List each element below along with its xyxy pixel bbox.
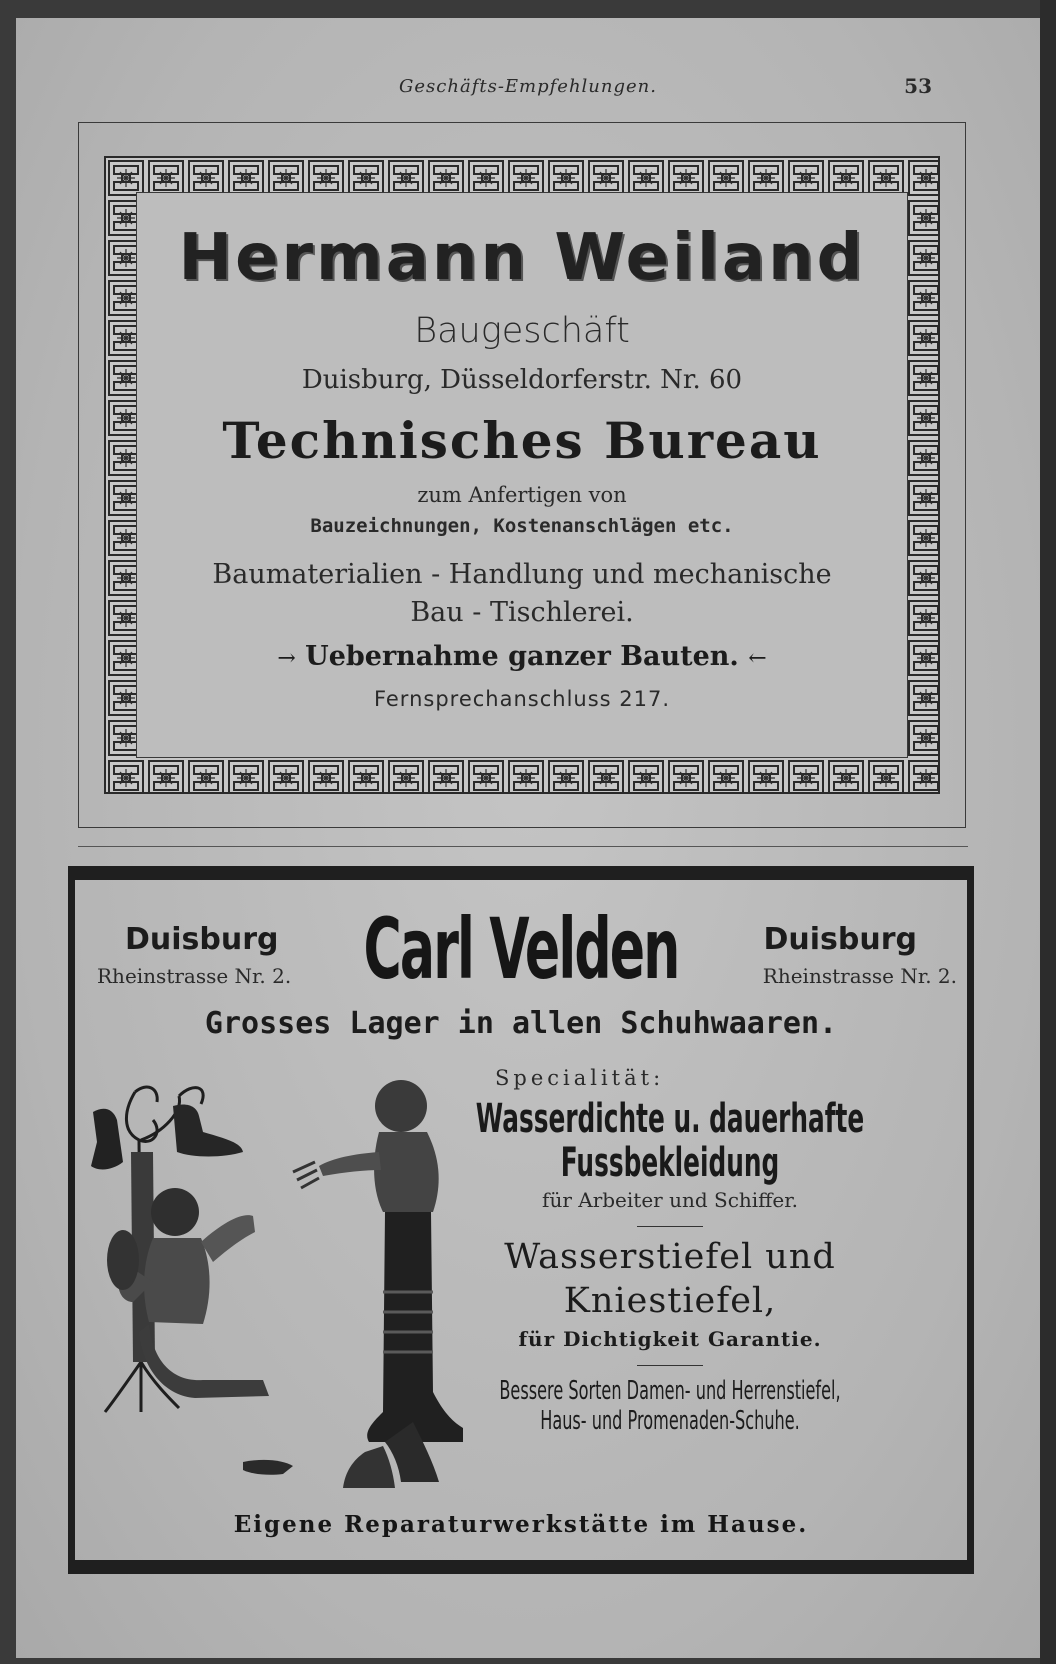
materials-line-1: Baumaterialien - Handlung und mechanische <box>212 559 832 590</box>
boots-and-boys-illustration <box>83 1062 483 1512</box>
materials-line-2: Bau - Tischlerei. <box>410 597 634 628</box>
company-name: Hermann Weiland <box>178 221 866 295</box>
purpose-line-2: Bauzeichnungen, Kostenanschlägen etc. <box>310 515 734 537</box>
stock-line: Grosses Lager in allen Schuhwaaren. <box>204 1006 838 1041</box>
better-line-2: Haus- und Promenaden-Schuhe. <box>540 1406 800 1436</box>
advertisement-hermann-weiland <box>78 122 966 828</box>
advertisement-carl-velden <box>68 866 974 1574</box>
city-left: Duisburg <box>125 922 279 957</box>
phone: Fernsprechanschluss 217. <box>373 687 671 711</box>
boots-line-2: Kniestiefel, <box>563 1281 777 1321</box>
right-column <box>455 1066 885 1436</box>
boy-in-boot <box>319 1080 463 1488</box>
short-rule <box>637 1365 703 1366</box>
divider-rule <box>78 846 968 847</box>
takeover-line <box>137 641 907 672</box>
purpose-line-1: zum Anfertigen von <box>417 483 627 507</box>
boots-line-1: Wasserstiefel und <box>504 1237 836 1277</box>
street-left: Rheinstrasse Nr. 2. <box>97 964 292 988</box>
street-right: Rheinstrasse Nr. 2. <box>762 964 957 988</box>
better-line-1: Bessere Sorten Damen- und Herrenstiefel, <box>499 1376 841 1406</box>
for-whom-line: für Arbeiter und Schiffer. <box>542 1188 798 1212</box>
short-rule <box>637 1226 703 1227</box>
takeover-text: Uebernahme ganzer Bauten. <box>305 641 739 672</box>
scan-edge <box>1040 0 1056 1664</box>
arrow-right-icon: → <box>277 646 296 671</box>
waterproof-line: Wasserdichte u. dauerhafte <box>475 1096 865 1142</box>
book-page <box>16 18 1040 1658</box>
city-right: Duisburg <box>763 922 917 957</box>
specialty-label: Specialität: <box>495 1066 665 1090</box>
company-name: Carl Velden <box>363 900 679 998</box>
footwear-line: Fussbekleidung <box>560 1140 780 1186</box>
page-number: 53 <box>904 74 932 98</box>
repair-line: Eigene Reparaturwerkstätte im Hause. <box>233 1511 809 1538</box>
trade: Baugeschäft <box>414 311 630 351</box>
address: Duisburg, Düsseldorferstr. Nr. 60 <box>301 365 743 395</box>
arrow-left-icon: ← <box>748 646 767 671</box>
bureau-heading: Technisches Bureau <box>222 411 822 470</box>
running-head: Geschäfts-Empfehlungen. <box>399 76 657 97</box>
ad-inner-panel <box>136 192 908 758</box>
guarantee-line: für Dichtigkeit Garantie. <box>518 1327 822 1351</box>
